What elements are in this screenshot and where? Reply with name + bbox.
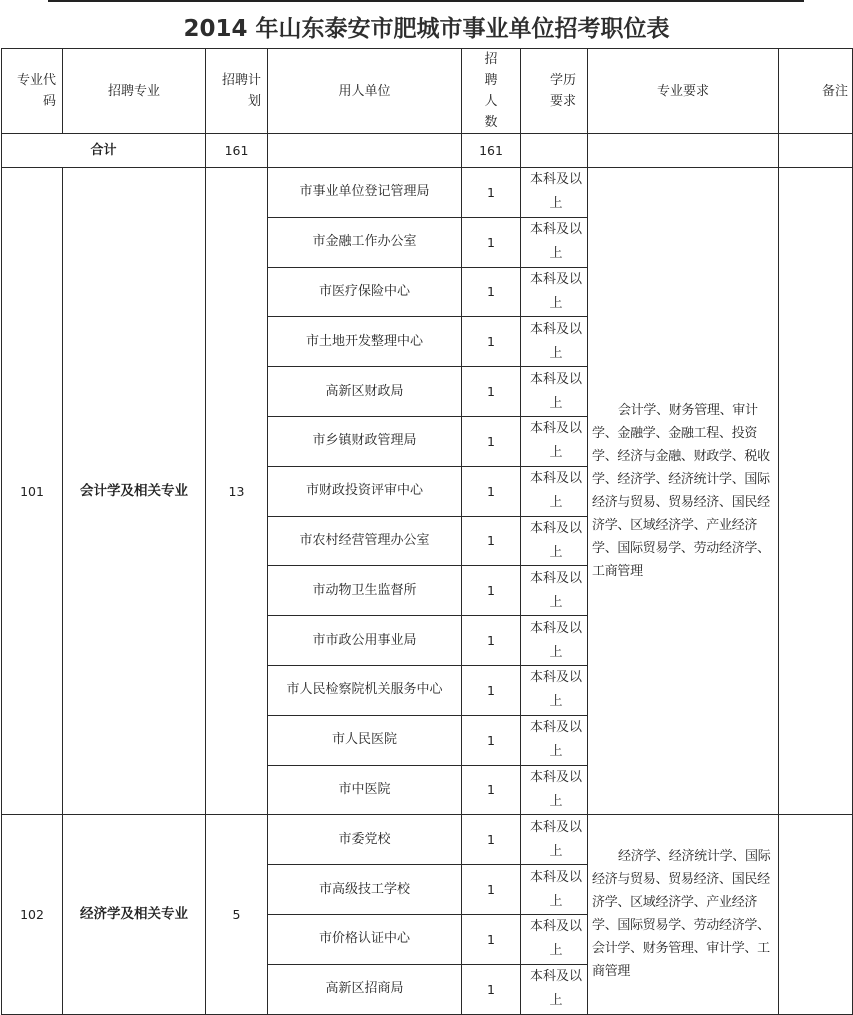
education-cell: 本科及以上 [521,267,588,317]
unit-cell: 市人民检察院机关服务中心 [268,665,462,715]
summary-empty-cell [521,134,588,168]
unit-cell: 市动物卫生监督所 [268,566,462,616]
major-cell: 经济学及相关专业 [63,815,206,1014]
count-cell: 1 [462,367,521,417]
education-cell: 本科及以上 [521,566,588,616]
count-cell: 1 [462,964,521,1014]
major-cell: 会计学及相关专业 [63,168,206,815]
requirements-text: 会计学、财务管理、审计学、金融学、金融工程、投资学、经济与金融、财政学、税收学、经济学、经济统计学、国际经济与贸易、贸易经济、国民经济学、区域经济学、产业经济学、国际贸易学、劳动经济学、工商管理 [592,403,770,580]
top-rule [48,0,804,2]
summary-plan: 161 [206,134,268,168]
education-cell: 本科及以上 [521,964,588,1014]
education-cell: 本科及以上 [521,317,588,367]
count-cell: 1 [462,815,521,865]
unit-cell: 市人民医院 [268,715,462,765]
summary-empty-cell [588,134,779,168]
education-cell: 本科及以上 [521,217,588,267]
unit-cell: 市农村经营管理办公室 [268,516,462,566]
header-major: 招聘专业 [63,49,206,134]
header-education: 学历要求 [521,49,588,134]
unit-cell: 市金融工作办公室 [268,217,462,267]
plan-cell: 13 [206,168,268,815]
unit-cell: 市委党校 [268,815,462,865]
unit-cell: 市中医院 [268,765,462,815]
summary-count: 161 [462,134,521,168]
education-cell: 本科及以上 [521,416,588,466]
count-cell: 1 [462,616,521,666]
unit-cell: 市高级技工学校 [268,865,462,915]
summary-empty-cell [779,134,853,168]
education-cell: 本科及以上 [521,466,588,516]
count-cell: 1 [462,168,521,218]
count-cell: 1 [462,765,521,815]
count-cell: 1 [462,865,521,915]
plan-cell: 5 [206,815,268,1014]
education-cell: 本科及以上 [521,715,588,765]
table-body [2,49,853,1015]
count-cell: 1 [462,516,521,566]
header-count: 招聘人数 [462,49,521,134]
unit-cell: 市土地开发整理中心 [268,317,462,367]
header-unit: 用人单位 [268,49,462,134]
code-cell: 101 [2,168,63,815]
unit-cell: 高新区招商局 [268,964,462,1014]
notes-cell [779,815,853,1014]
requirements-cell [588,168,779,815]
summary-empty-cell [268,134,462,168]
header-plan: 招聘计划 [206,49,268,134]
education-cell: 本科及以上 [521,815,588,865]
education-cell: 本科及以上 [521,516,588,566]
table-row [2,815,853,865]
education-cell: 本科及以上 [521,765,588,815]
requirements-cell [588,815,779,1014]
summary-row [2,134,853,168]
header-notes: 备注 [779,49,853,134]
code-cell: 102 [2,815,63,1014]
unit-cell: 高新区财政局 [268,367,462,417]
unit-cell: 市医疗保险中心 [268,267,462,317]
count-cell: 1 [462,267,521,317]
education-cell: 本科及以上 [521,616,588,666]
page-title: 2014 年山东泰安市肥城市事业单位招考职位表 [183,16,670,42]
count-cell: 1 [462,217,521,267]
notes-cell [779,168,853,815]
count-cell: 1 [462,715,521,765]
unit-cell: 市价格认证中心 [268,914,462,964]
education-cell: 本科及以上 [521,865,588,915]
education-cell: 本科及以上 [521,914,588,964]
requirements-text: 经济学、经济统计学、国际经济与贸易、贸易经济、国民经济学、区域经济学、产业经济学、国际贸易学、劳动经济学、会计学、财务管理、审计学、工商管理 [592,849,771,980]
table-row [2,168,853,218]
header-requirements: 专业要求 [588,49,779,134]
education-cell: 本科及以上 [521,168,588,218]
header-code: 专业代码 [2,49,63,134]
count-cell: 1 [462,317,521,367]
summary-label: 合计 [2,134,206,168]
education-cell: 本科及以上 [521,665,588,715]
count-cell: 1 [462,665,521,715]
count-cell: 1 [462,914,521,964]
education-cell: 本科及以上 [521,367,588,417]
positions-table [1,48,853,1015]
header-row [2,49,853,134]
count-cell: 1 [462,466,521,516]
unit-cell: 市乡镇财政管理局 [268,416,462,466]
count-cell: 1 [462,416,521,466]
count-cell: 1 [462,566,521,616]
unit-cell: 市事业单位登记管理局 [268,168,462,218]
unit-cell: 市市政公用事业局 [268,616,462,666]
unit-cell: 市财政投资评审中心 [268,466,462,516]
